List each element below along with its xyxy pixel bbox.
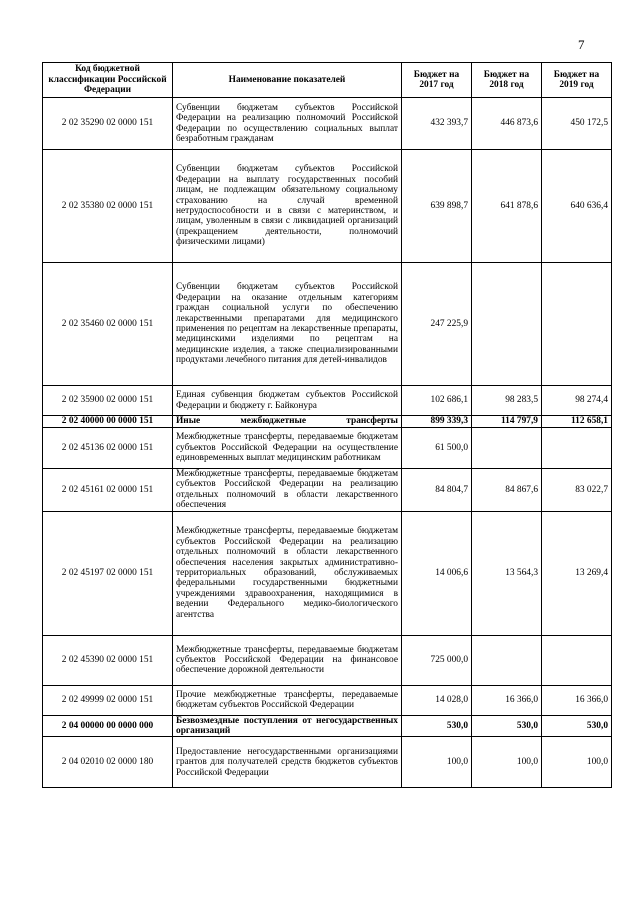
name-cell: Субвенции бюджетам субъектов Российской Федерации на выплату государственных пособий лицам, не подлежащим обязательному социальному страхованию на случай временной нетрудоспособности и в связи с материнством, и лицам, уволенным в связи с ликвидацией организаций (прекращением деятельности, полномочий физическими лицами) (173, 150, 402, 263)
budget-2017-cell: 899 339,3 (402, 416, 472, 428)
budget-2019-cell: 83 022,7 (542, 469, 612, 512)
code-cell: 2 02 35380 02 0000 151 (43, 150, 173, 263)
table-row (43, 416, 612, 428)
table-row (43, 635, 612, 685)
name-cell: Субвенции бюджетам субъектов Российской Федерации на оказание отдельным категориям граждан социальной услуги по обеспечению лекарственными препаратами для медицинского применения по рецептам на лекарственные препараты, медицинскими изделиями по рецептам на медицинские изделия, а также специализированными продуктами лечебного питания для детей-инвалидов (173, 263, 402, 386)
budget-2017-cell: 639 898,7 (402, 150, 472, 263)
budget-2017-cell: 247 225,9 (402, 263, 472, 386)
budget-2019-cell: 100,0 (542, 737, 612, 788)
table-row (43, 263, 612, 386)
name-cell: Единая субвенция бюджетам субъектов Российской Федерации и бюджету г. Байконура (173, 386, 402, 416)
budget-2019-cell: 640 636,4 (542, 150, 612, 263)
budget-2017-cell: 61 500,0 (402, 428, 472, 469)
code-cell: 2 02 35290 02 0000 151 (43, 98, 173, 150)
budget-2018-cell: 84 867,6 (472, 469, 542, 512)
table-header-row (43, 63, 612, 98)
table-row (43, 150, 612, 263)
budget-2019-cell: 112 658,1 (542, 416, 612, 428)
budget-2018-cell: 100,0 (472, 737, 542, 788)
table-row (43, 428, 612, 469)
name-cell: Субвенции бюджетам субъектов Российской Федерации на реализацию полномочий Российской Федерации по осуществлению социальных выплат безработным гражданам (173, 98, 402, 150)
budget-2019-cell: 16 366,0 (542, 685, 612, 715)
header-code: Код бюджетной классификации Российской Федерации (43, 63, 173, 98)
budget-2018-cell: 446 873,6 (472, 98, 542, 150)
budget-2019-cell (542, 428, 612, 469)
code-cell: 2 02 45161 02 0000 151 (43, 469, 173, 512)
header-budget-2018: Бюджет на 2018 год (472, 63, 542, 98)
budget-2018-cell: 114 797,9 (472, 416, 542, 428)
table-row (43, 737, 612, 788)
budget-2017-cell: 14 028,0 (402, 685, 472, 715)
code-cell: 2 02 35460 02 0000 151 (43, 263, 173, 386)
budget-2019-cell (542, 635, 612, 685)
table-row (43, 685, 612, 715)
budget-2019-cell: 98 274,4 (542, 386, 612, 416)
name-cell: Иные межбюджетные трансферты (173, 416, 402, 428)
name-cell: Предоставление негосударственными организациями грантов для получателей средств бюджетов субъектов Российской Федерации (173, 737, 402, 788)
code-cell: 2 02 45197 02 0000 151 (43, 511, 173, 635)
name-cell: Межбюджетные трансферты, передаваемые бюджетам субъектов Российской Федерации на реализацию отдельных полномочий в области лекарственного обеспечения населения закрытых административно-территориальных образований, обслуживаемых федеральными государственными бюджетными учреждениями здравоохранения, находящимися в ведении Федерального медико-биологического агентства (173, 511, 402, 635)
budget-2018-cell: 530,0 (472, 715, 542, 737)
table-row (43, 98, 612, 150)
code-cell: 2 02 45390 02 0000 151 (43, 635, 173, 685)
budget-table (42, 62, 612, 788)
budget-2017-cell: 432 393,7 (402, 98, 472, 150)
budget-2018-cell: 641 878,6 (472, 150, 542, 263)
code-cell: 2 02 35900 02 0000 151 (43, 386, 173, 416)
name-cell: Межбюджетные трансферты, передаваемые бюджетам субъектов Российской Федерации на реализацию отдельных полномочий в области лекарственного обеспечения (173, 469, 402, 512)
budget-2017-cell: 102 686,1 (402, 386, 472, 416)
table-row (43, 386, 612, 416)
budget-2019-cell: 13 269,4 (542, 511, 612, 635)
budget-2018-cell (472, 428, 542, 469)
budget-2017-cell: 100,0 (402, 737, 472, 788)
header-name: Наименование показателей (173, 63, 402, 98)
name-cell: Прочие межбюджетные трансферты, передаваемые бюджетам субъектов Российской Федерации (173, 685, 402, 715)
code-cell: 2 02 49999 02 0000 151 (43, 685, 173, 715)
table-row (43, 511, 612, 635)
table-row (43, 469, 612, 512)
code-cell: 2 02 45136 02 0000 151 (43, 428, 173, 469)
budget-2017-cell: 84 804,7 (402, 469, 472, 512)
table-row (43, 715, 612, 737)
budget-2018-cell (472, 635, 542, 685)
budget-2019-cell (542, 263, 612, 386)
table-body (43, 98, 612, 788)
budget-2018-cell (472, 263, 542, 386)
header-budget-2017: Бюджет на 2017 год (402, 63, 472, 98)
page-number: 7 (578, 37, 585, 52)
budget-2018-cell: 98 283,5 (472, 386, 542, 416)
budget-2017-cell: 14 006,6 (402, 511, 472, 635)
budget-2017-cell: 725 000,0 (402, 635, 472, 685)
budget-2018-cell: 16 366,0 (472, 685, 542, 715)
budget-2017-cell: 530,0 (402, 715, 472, 737)
code-cell: 2 04 00000 00 0000 000 (43, 715, 173, 737)
name-cell: Межбюджетные трансферты, передаваемые бюджетам субъектов Российской Федерации на осуществление единовременных выплат медицинским работникам (173, 428, 402, 469)
budget-2019-cell: 450 172,5 (542, 98, 612, 150)
name-cell: Безвозмездные поступления от негосударственных организаций (173, 715, 402, 737)
code-cell: 2 02 40000 00 0000 151 (43, 416, 173, 428)
code-cell: 2 04 02010 02 0000 180 (43, 737, 173, 788)
name-cell: Межбюджетные трансферты, передаваемые бюджетам субъектов Российской Федерации на финансовое обеспечение дорожной деятельности (173, 635, 402, 685)
budget-2019-cell: 530,0 (542, 715, 612, 737)
header-budget-2019: Бюджет на 2019 год (542, 63, 612, 98)
budget-2018-cell: 13 564,3 (472, 511, 542, 635)
